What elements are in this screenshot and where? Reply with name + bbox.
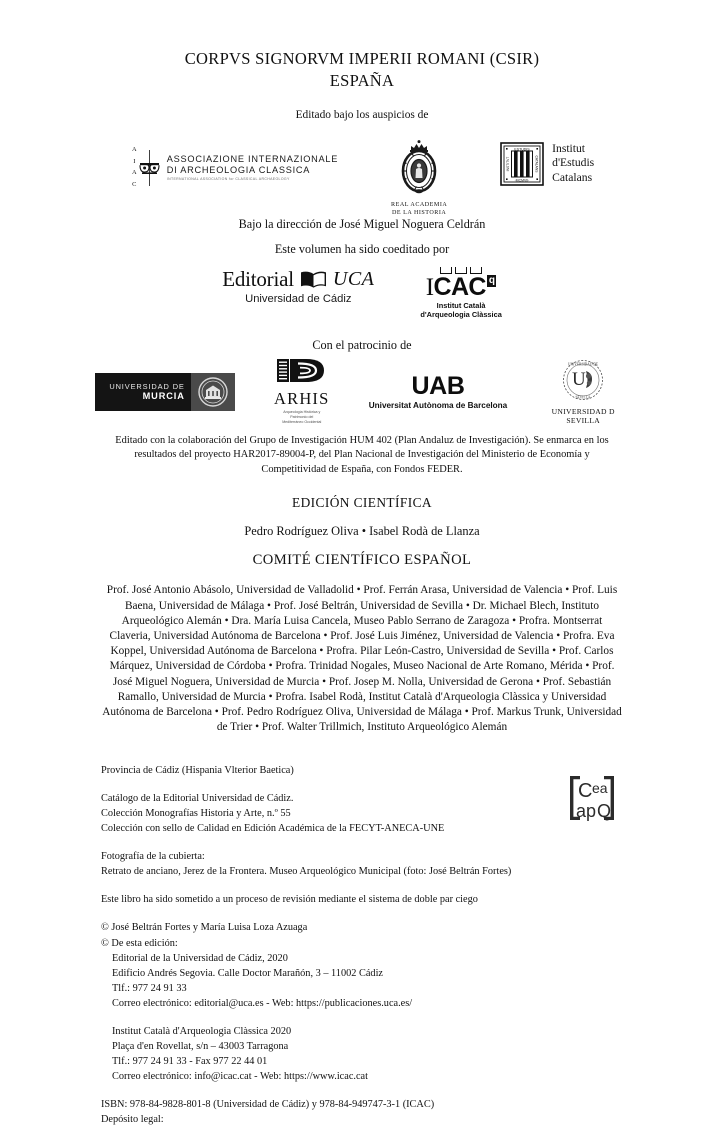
institution-logos: [0, 138, 724, 216]
icac-letters-cac: CAC: [433, 273, 486, 302]
committee-members: Prof. José Antonio Abásolo, Universidad de Valladolid • Prof. Ferrán Arasa, Universidad de Valencia • Prof. Luis Baena, Universidad de Málaga • Prof. José Beltrán, Universidad de Sevilla • Dr. Michael Blech, Instituto Arqueológico Alemán • Dra. María Luisa Cancela, Museo Pablo Serrano de Zaragoza • Profra. Montserrat Claveria, Universidad Autónoma de Barcelona • Prof. José Luis Jiménez, Universidad de Valencia • Profra. Eva Koppel, Universidad Autónoma de Barcelona • Profra. Pilar León-Castro, Universidad de Sevilla • Prof. Carlos Márquez, Universidad de Córdoba • Profra. Trinidad Nogales, Museo Nacional de Arte Romano, Mérida • Prof. José Miguel Noguera, Universidad de Murcia • Prof. Josep M. Nolla, Universidad de Gerona • Prof. Sebastián Ramallo, Universidad de Murcia • Profra. Isabel Rodà, Institut Català d'Arqueologia Clàssica y Universidad Autónoma de Barcelona • Prof. Pedro Rodríguez Oliva, Universidad de Málaga • Prof. Markus Trunk, Universidad de Trier • Prof. Walter Trillmich, Instituto Arqueológico Alemán: [102, 584, 622, 734]
aiac-letter-i: I: [133, 157, 136, 165]
aiac-wordmark: [167, 154, 338, 181]
arhis-sub-line3: Mediterráneo Occidental: [282, 420, 322, 425]
collaboration-note: Editado con la colaboración del Grupo de Investigación HUM 402 (Plan Andaluz de Investigación). Se enmarca en los resultados del proyecto HAR2017-89004-P, del Plan Nacional de Investigación del Ministerio de Economía y Competitividad de España, con Fondos FEDER.: [115, 434, 609, 476]
svg-text:INSTITVT: INSTITVT: [506, 156, 511, 171]
aiac-line2: DI ARCHEOLOGIA CLASSICA: [166, 164, 311, 175]
logo-arhis: [265, 358, 339, 425]
icac-phone: Tlf.: 977 24 91 33 - Fax 977 22 44 01: [112, 1055, 268, 1067]
open-book-icon: [300, 270, 327, 289]
logo-aiac: [130, 147, 338, 189]
iec-wordmark: [552, 142, 594, 185]
peer-review-block: [101, 892, 664, 907]
arhis-emblem-icon: [276, 358, 328, 383]
sponsorship-label: Con el patrocinio de: [312, 338, 412, 353]
rah-caption-line2: DE LA HISTORIA: [392, 209, 447, 216]
icac-sub-line1: Institut Català: [436, 301, 486, 311]
catalog-line3: Colección con sello de Calidad en Edición Académica de la FECYT-ANECA-UNE: [101, 823, 445, 835]
auspices-label: Editado bajo los auspicios de: [295, 108, 429, 121]
aiac-letters: [130, 147, 139, 189]
svg-text:ea: ea: [592, 780, 608, 797]
icac-subtitle: [420, 301, 501, 319]
logo-uab: [368, 371, 508, 410]
cover-photo-label: Fotografía de la cubierta:: [101, 851, 205, 863]
royal-crest-icon: [392, 138, 446, 194]
sevilla-seal-icon: [562, 359, 604, 401]
arhis-sub-line1: Arqueología Histórica y: [283, 410, 321, 415]
copyright-block: [101, 920, 664, 1083]
svg-text:C: C: [578, 780, 593, 803]
rah-caption-line1: REAL ACADEMIA: [391, 201, 448, 208]
uca-phone: Tlf.: 977 24 91 33: [112, 982, 187, 994]
uca-initials: UCA: [332, 268, 375, 291]
murcia-line1: UNIVERSIDAD DE: [109, 382, 185, 392]
rah-caption: [378, 201, 460, 217]
catalog-line1: Catálogo de la Editorial Universidad de Cádiz.: [101, 793, 294, 805]
arhis-sub-line2: Patrimonio del: [290, 415, 314, 420]
uca-subtitle: Universidad de Cádiz: [245, 293, 352, 306]
arhis-wordmark: ARHIS: [274, 389, 330, 409]
page-subtitle: ESPAÑA: [329, 70, 395, 90]
iec-line1: Institut: [552, 142, 586, 156]
scientific-edition-title: EDICIÓN CIENTÍFICA: [292, 495, 432, 510]
copublisher-logos: [0, 267, 724, 325]
svg-text:Q: Q: [597, 801, 612, 822]
uab-subtitle: Universitat Autònoma de Barcelona: [368, 400, 508, 410]
svg-text:ESTUDIS: ESTUDIS: [514, 147, 530, 152]
logo-editorial-uca: [222, 267, 374, 305]
sevilla-wordmark: UNIVERSIDAD D SEVILLA: [551, 406, 615, 425]
legal-deposit-line: Depósito legal:: [101, 1113, 164, 1125]
aiac-letter-c: C: [132, 181, 137, 189]
province-line: Provincia de Cádiz (Hispania Vlterior Baetica): [101, 765, 294, 777]
icac-contact: Correo electrónico: info@icac.cat - Web: https://www.icac.cat: [112, 1070, 368, 1082]
svg-text:UNIVERSIDAD DE: UNIVERSIDAD DE: [568, 362, 599, 367]
page-header: [0, 0, 724, 124]
uab-wordmark: UAB: [411, 371, 465, 400]
icac-wordmark: [420, 275, 501, 300]
icac-address-line2: Plaça d'en Rovellat, s/n – 43003 Tarragona: [112, 1040, 289, 1052]
scientific-editors: Pedro Rodríguez Oliva • Isabel Rodà de Llanza: [244, 524, 480, 539]
icac-superscript: q: [488, 275, 495, 287]
ionic-capital-icon: [139, 150, 160, 186]
logo-universidad-de-sevilla: [537, 359, 629, 425]
isbn-block: [101, 1097, 664, 1127]
logo-institut-estudis-catalans: [500, 142, 594, 186]
coedited-label: Este volumen ha sido coeditado por: [274, 242, 450, 257]
uca-address-line1: Editorial de la Universidad de Cádiz, 2020: [112, 952, 288, 964]
aiac-line1: ASSOCIAZIONE INTERNAZIONALE: [166, 153, 339, 164]
page-title: CORPVS SIGNORVM IMPERII ROMANI (CSIR): [184, 49, 540, 68]
svg-text:U: U: [572, 368, 586, 390]
cea-apq-seal-icon: [566, 772, 618, 824]
murcia-line2: MURCIA: [142, 391, 185, 402]
logo-real-academia-de-la-historia: [378, 138, 460, 217]
murcia-seal-icon: [198, 377, 228, 407]
catalog-line2: Colección Monografías Historia y Arte, n.º 55: [101, 808, 291, 820]
iec-emblem-icon: [500, 142, 544, 186]
direction-line: Bajo la dirección de José Miguel Noguera Celdrán: [238, 216, 486, 231]
aiac-column-icon: [130, 147, 160, 189]
cover-photo-block: [101, 849, 664, 879]
svg-text:SEVILLA: SEVILLA: [575, 395, 591, 400]
colophon: [0, 763, 724, 1127]
copyright-edition-label: © De esta edición:: [101, 937, 178, 949]
aiac-letter-a2: A: [131, 169, 137, 177]
icac-letter-i: I: [425, 274, 434, 302]
arhis-subtitle: [265, 410, 339, 425]
iec-line2: d'Estudis: [552, 156, 595, 170]
uca-contact: Correo electrónico: editorial@uca.es - Web: https://publicaciones.uca.es/: [112, 997, 413, 1009]
uca-address-line2: Edificio Andrés Segovia. Calle Doctor Marañón, 3 – 11002 Cádiz: [112, 967, 383, 979]
committee-title: COMITÉ CIENTÍFICO ESPAÑOL: [252, 551, 472, 568]
iec-line3: Catalans: [552, 170, 593, 184]
aiac-letter-a1: A: [131, 145, 137, 153]
svg-text:ap: ap: [576, 801, 597, 822]
isbn-line: ISBN: 978-84-9828-801-8 (Universidad de Cádiz) y 978-84-949747-3-1 (ICAC): [101, 1098, 435, 1110]
aiac-line3: INTERNATIONAL ASSOCIATION for CLASSICAL ARCHAEOLOGY: [166, 177, 290, 182]
uca-editorial-word: Editorial: [222, 267, 294, 292]
copyright-authors: © José Beltrán Fortes y María Luisa Loza Azuaga: [101, 922, 308, 934]
cover-photo-credit: Retrato de anciano, Jerez de la Frontera. Museo Arqueológico Municipal (foto: José Beltrán Fortes): [101, 866, 512, 878]
sponsor-logos: [0, 362, 724, 425]
svg-text:·MCMVII·: ·MCMVII·: [514, 178, 530, 183]
svg-text:CATALANS: CATALANS: [534, 155, 539, 173]
icac-address-line1: Institut Català d'Arqueologia Clàssica 2020: [112, 1025, 292, 1037]
peer-review-line: Este libro ha sido sometido a un proceso de revisión mediante el sistema de doble par ciego: [101, 894, 478, 906]
logo-icac: [420, 267, 501, 319]
icac-sub-line2: d'Arqueologia Clàssica: [420, 310, 502, 320]
logo-universidad-de-murcia: [95, 373, 235, 411]
